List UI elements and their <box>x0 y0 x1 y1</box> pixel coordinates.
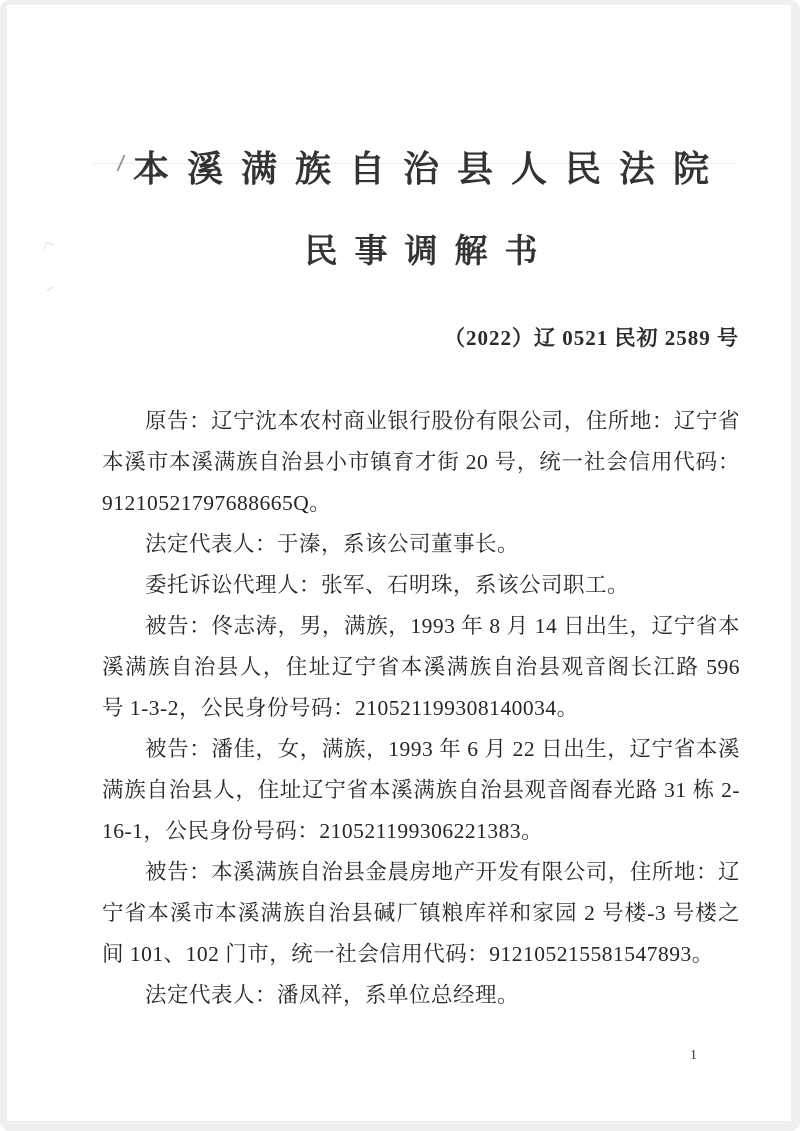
paragraph-plaintiff-litigation-agents: 委托诉讼代理人：张军、石明珠，系该公司职工。 <box>145 573 630 597</box>
paragraph-defendant-3: 被告：本溪满族自治县金晨房地产开发有限公司，住所地：辽宁省本溪市本溪满族自治县碱厂镇粮库祥和家园 2 号楼-3 号楼之间 101、102 门市，统一社会信用代码：912105215581547893。 <box>102 860 740 966</box>
document-type-title: 民事调解书 <box>304 234 555 270</box>
paragraph-defendant-2: 被告：潘佳，女，满族，1993 年 6 月 22 日出生，辽宁省本溪满族自治县人，住址辽宁省本溪满族自治县观音阁春光路 31 栋 2-16-1，公民身份号码：210521199306221383。 <box>102 737 740 843</box>
document-body <box>102 401 740 1016</box>
court-name-title: 本溪满族自治县人民法院 <box>132 149 727 189</box>
paragraph-defendant-1: 被告：佟志涛，男，满族，1993 年 8 月 14 日出生，辽宁省本溪满族自治县人，住址辽宁省本溪满族自治县观音阁长江路 596 号 1-3-2，公民身份号码：210521199308140034。 <box>102 614 740 720</box>
paragraph-defendant-3-legal-representative: 法定代表人：潘凤祥，系单位总经理。 <box>145 983 520 1007</box>
scan-artifact-speck <box>44 242 54 252</box>
document-page <box>7 5 791 1121</box>
page-number: 1 <box>690 1048 697 1063</box>
paragraph-plaintiff-legal-representative: 法定代表人：于溱，系该公司董事长。 <box>145 532 520 556</box>
case-number: （2022）辽 0521 民初 2589 号 <box>444 326 739 350</box>
paragraph-plaintiff: 原告：辽宁沈本农村商业银行股份有限公司，住所地：辽宁省本溪市本溪满族自治县小市镇育才街 20 号，统一社会信用代码：91210521797688665Q。 <box>102 409 740 515</box>
scan-artifact-speck <box>44 282 54 292</box>
